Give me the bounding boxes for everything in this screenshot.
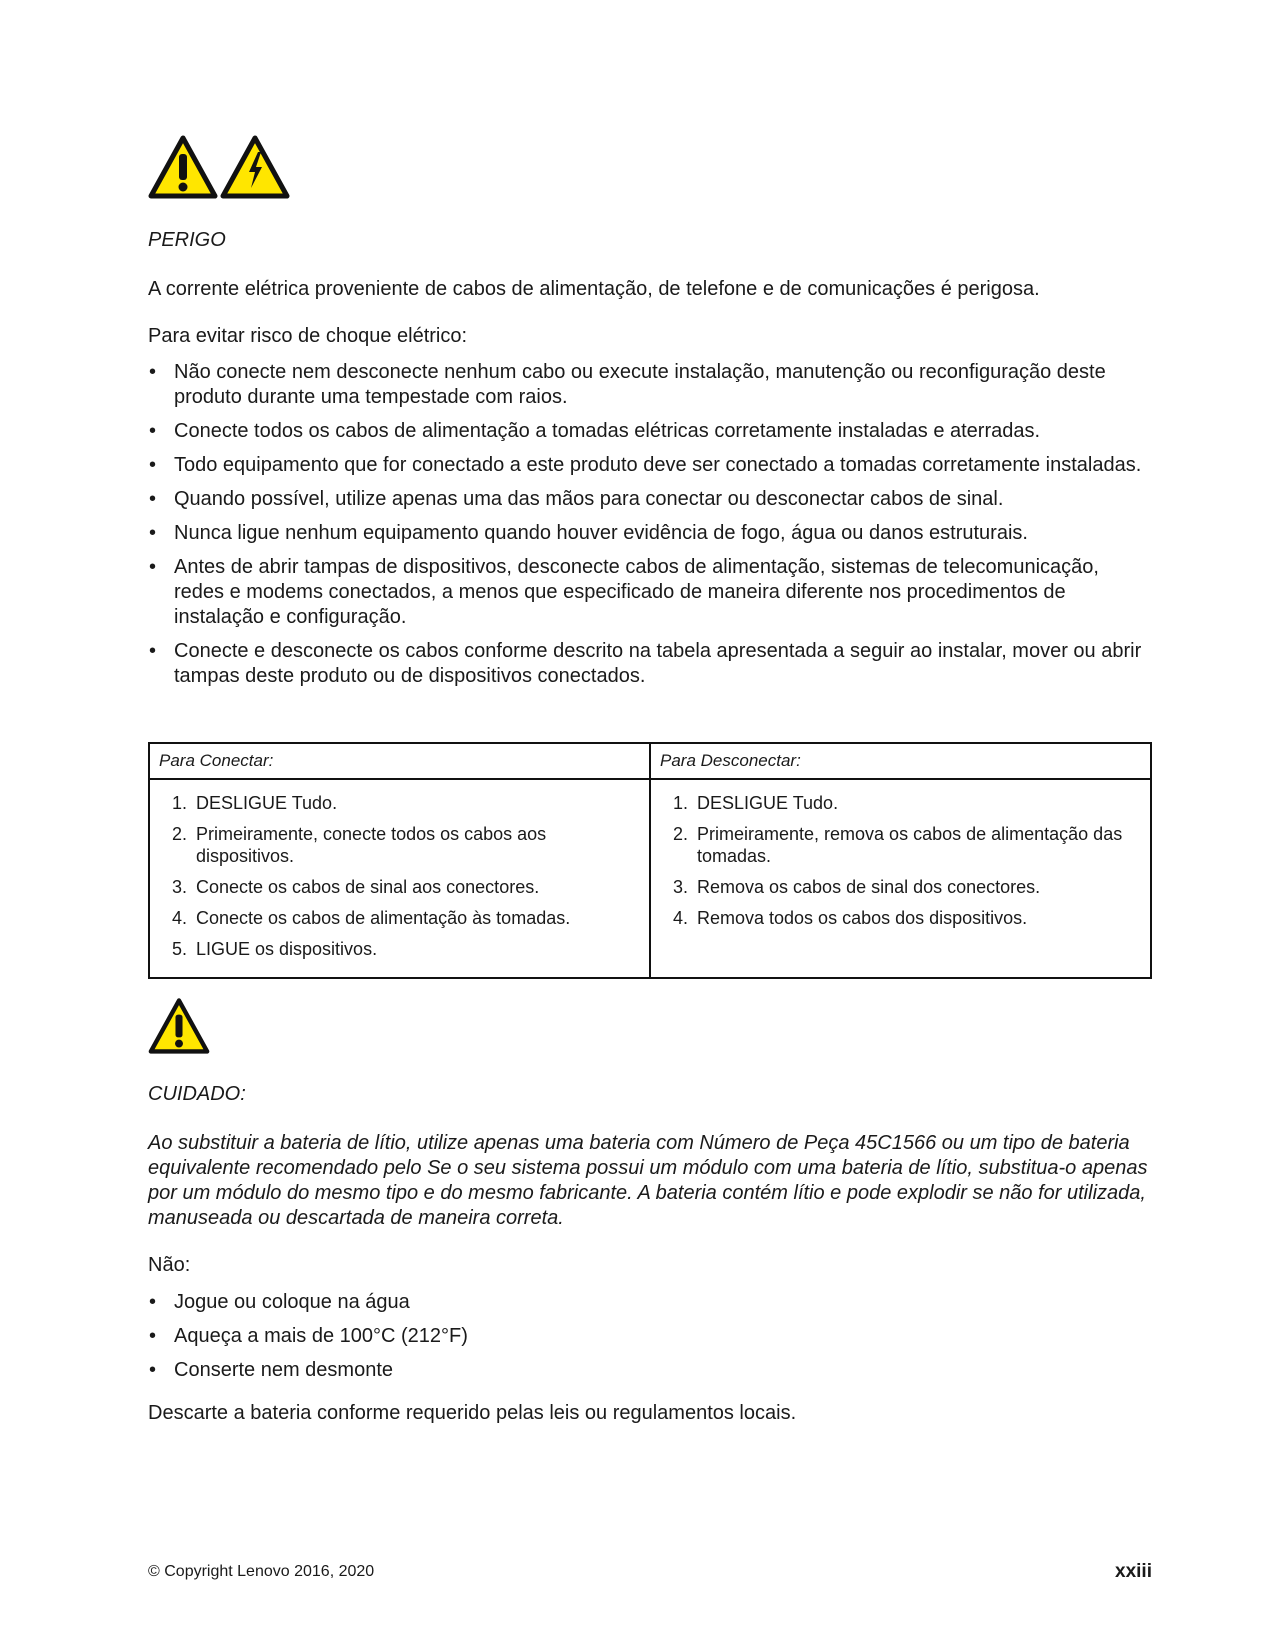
caution-icons xyxy=(148,997,210,1063)
step-item: 4. Conecte os cabos de alimentação às tomadas. xyxy=(172,908,571,928)
danger-icons xyxy=(148,134,290,200)
list-item: • Jogue ou coloque na água xyxy=(148,1290,1152,1315)
list-item: • Nunca ligue nenhum equipamento quando houver evidência de fogo, água ou danos estruturais. xyxy=(148,521,1152,546)
cable-table xyxy=(148,742,1152,979)
page-number: xxiii xyxy=(1115,1561,1152,1582)
disconnect-cell xyxy=(650,779,1151,978)
step-item: 5. LIGUE os dispositivos. xyxy=(172,939,378,959)
disposal-text: Descarte a bateria conforme requerido pelas leis ou regulamentos locais. xyxy=(148,1402,797,1424)
connect-cell xyxy=(149,779,650,978)
step-item: 4. Remova todos os cabos dos dispositivos. xyxy=(673,908,1028,928)
step-item: 2. Primeiramente, remova os cabos de alimentação das tomadas. xyxy=(673,824,1123,866)
caution-label: CUIDADO: xyxy=(148,1083,246,1105)
danger-label: PERIGO xyxy=(148,229,226,251)
step-item: 3. Remova os cabos de sinal dos conectores. xyxy=(673,877,1041,897)
list-item: • Não conecte nem desconecte nenhum cabo ou execute instalação, manutenção ou reconfiguração deste produto durante uma tempestade com raios. xyxy=(148,360,1152,410)
list-item: • Conserte nem desmonte xyxy=(148,1358,1152,1383)
connect-header: Para Conectar: xyxy=(149,743,650,779)
list-item: • Conecte e desconecte os cabos conforme descrito na tabela apresentada a seguir ao instalar, mover ou abrir tampas deste produto ou de dispositivos conectados. xyxy=(148,639,1152,689)
do-not-label: Não: xyxy=(148,1254,191,1276)
connect-steps xyxy=(160,792,639,960)
list-item: • Aqueça a mais de 100°C (212°F) xyxy=(148,1324,1152,1349)
do-not-list xyxy=(148,1290,1152,1392)
step-item: 1. DESLIGUE Tudo. xyxy=(673,793,839,813)
danger-lead: Para evitar risco de choque elétrico: xyxy=(148,325,468,347)
list-item: • Conecte todos os cabos de alimentação a tomadas elétricas corretamente instaladas e aterradas. xyxy=(148,419,1152,444)
disconnect-steps xyxy=(661,792,1140,929)
copyright: © Copyright Lenovo 2016, 2020 xyxy=(148,1563,375,1580)
list-item: • Quando possível, utilize apenas uma das mãos para conectar ou desconectar cabos de sinal. xyxy=(148,487,1152,512)
step-item: 2. Primeiramente, conecte todos os cabos aos dispositivos. xyxy=(172,824,547,866)
disconnect-header: Para Desconectar: xyxy=(650,743,1151,779)
electrical-hazard-icon xyxy=(220,134,290,200)
step-item: 3. Conecte os cabos de sinal aos conectores. xyxy=(172,877,540,897)
step-item: 1. DESLIGUE Tudo. xyxy=(172,793,338,813)
caution-triangle-icon xyxy=(148,134,218,200)
danger-list xyxy=(148,360,1152,698)
caution-triangle-icon xyxy=(148,997,210,1055)
list-item: • Todo equipamento que for conectado a este produto deve ser conectado a tomadas corretamente instaladas. xyxy=(148,453,1152,478)
danger-intro: A corrente elétrica proveniente de cabos de alimentação, de telefone e de comunicações é perigosa. xyxy=(148,278,1040,300)
list-item: • Antes de abrir tampas de dispositivos, desconecte cabos de alimentação, sistemas de telecomunicação, redes e modems conectados, a menos que especificado de maneira diferente nos procedimentos de instalação e configuração. xyxy=(148,555,1152,630)
caution-text: Ao substituir a bateria de lítio, utilize apenas uma bateria com Número de Peça 45C1566 ou um tipo de bateria equivalente recomendado pelo Se o seu sistema possui um módulo com uma bateria de lítio, substitua-o apenas por um módulo do mesmo tipo e do mesmo fabricante. A bateria contém lítio e pode explodir se não for utilizada, manuseada ou descartada de maneira correta. xyxy=(148,1132,1148,1229)
